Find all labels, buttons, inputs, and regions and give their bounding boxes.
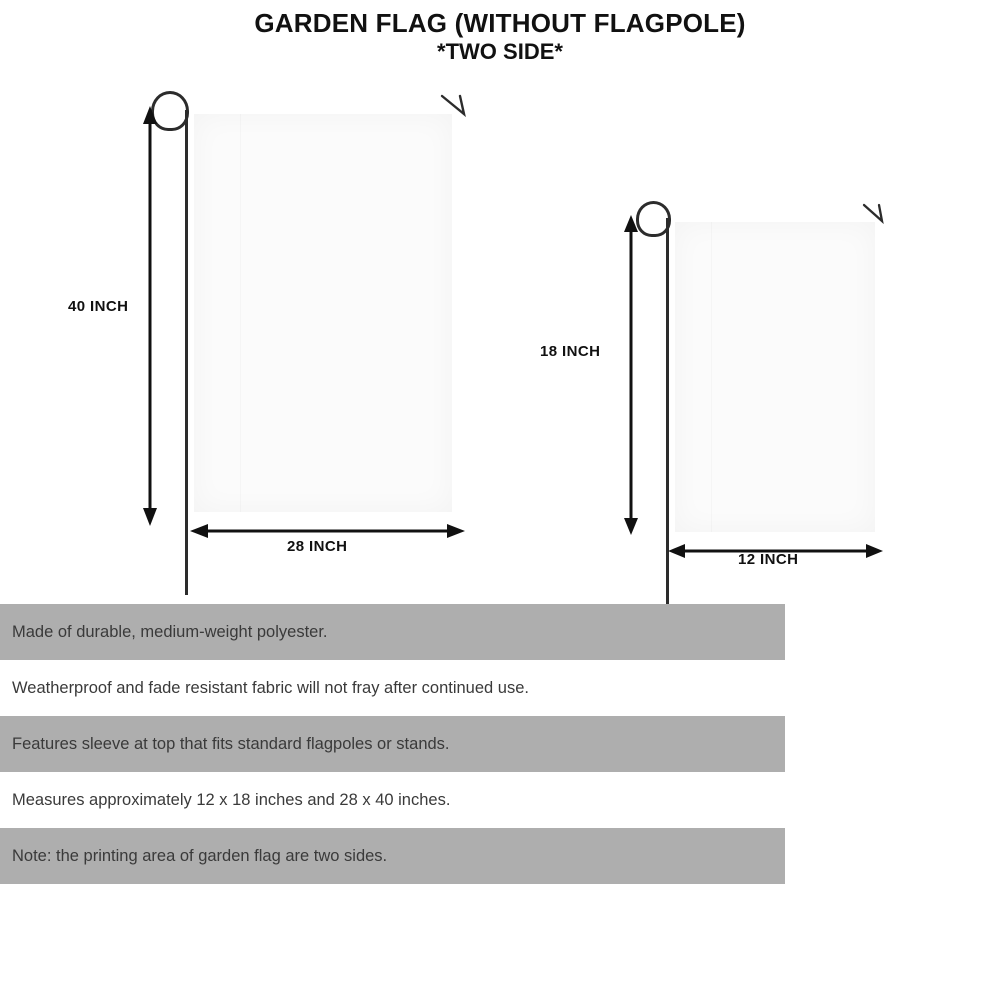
large-flag-cloth	[194, 114, 452, 512]
large-flag-corner-fold-icon	[440, 94, 480, 120]
large-flag-pole	[185, 110, 188, 595]
feature-text: Features sleeve at top that fits standard flagpoles or stands.	[12, 734, 450, 753]
small-flag-height-label: 18 INCH	[540, 343, 601, 360]
list-item	[0, 716, 785, 772]
feature-text: Measures approximately 12 x 18 inches and 28 x 40 inches.	[12, 790, 451, 809]
title-line-2: *TWO SIDE*	[437, 39, 563, 64]
large-flag-height-label: 40 INCH	[68, 298, 129, 315]
list-item	[0, 604, 785, 660]
small-flag-height-arrow	[617, 215, 645, 535]
small-flag-corner-fold-icon	[862, 203, 896, 227]
feature-text: Weatherproof and fade resistant fabric will not fray after continued use.	[12, 678, 529, 697]
list-item	[0, 828, 785, 884]
page-title	[0, 8, 1000, 66]
title-line-1: GARDEN FLAG (WITHOUT FLAGPOLE)	[254, 8, 746, 38]
large-flag-width-label: 28 INCH	[287, 538, 348, 555]
large-flag-height-arrow	[135, 106, 165, 526]
features-list	[0, 604, 785, 884]
list-item	[0, 772, 785, 828]
small-flag-width-label: 12 INCH	[738, 551, 799, 568]
feature-text: Made of durable, medium-weight polyester.	[12, 622, 328, 641]
list-item	[0, 660, 785, 716]
small-flag-cloth	[675, 222, 875, 532]
feature-text: Note: the printing area of garden flag are two sides.	[12, 846, 388, 865]
